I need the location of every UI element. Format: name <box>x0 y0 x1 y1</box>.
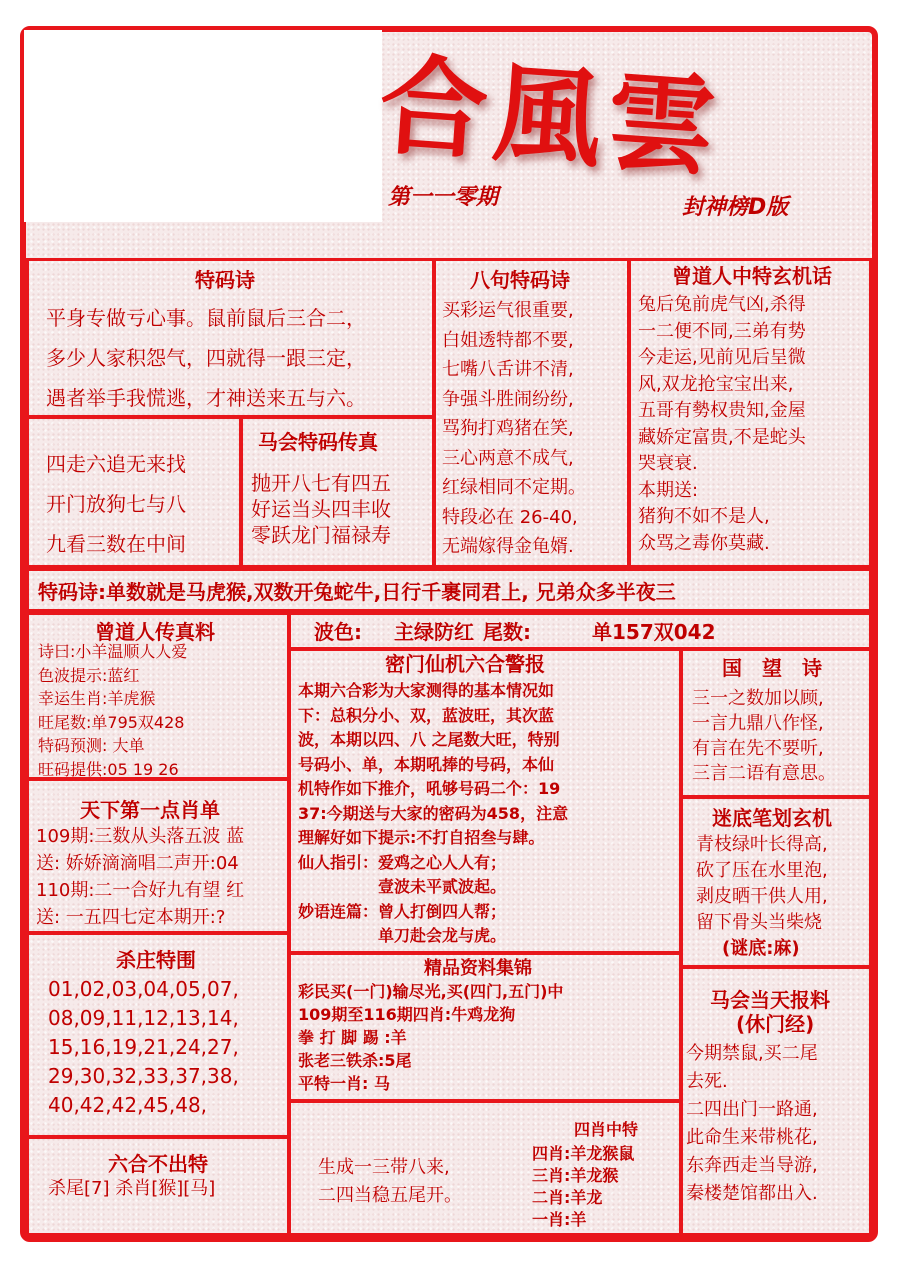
daily-report-line: 此命生来带桃花, <box>686 1127 818 1148</box>
eight-line: 白姐透特都不要, <box>442 329 574 351</box>
left-mid-line: 四走六追无来找 <box>46 452 186 476</box>
eight-line: 七嘴八舌讲不清, <box>442 359 574 380</box>
riddle-line: 青枝绿叶长得高, <box>696 834 828 855</box>
daily-report-line: 二四出门一路通, <box>686 1099 818 1120</box>
zeng-mystic-line: 猪狗不如不是人, <box>638 506 770 527</box>
bottom-mid-text <box>318 1154 462 1210</box>
daily-report-title: 马会当天报料 <box>710 988 830 1012</box>
no-special-title: 六合不出特 <box>108 1152 208 1176</box>
zeng-mystic-line: 哭衰衰. <box>638 453 698 474</box>
secret-line: 理解好如下提示:不打自招叁与肆。 <box>298 828 545 847</box>
zeng-mystic-line: 众骂之毒你莫藏. <box>638 532 770 554</box>
nation-poem-line: 有言在先不要听, <box>692 738 824 759</box>
kill-banker-line: 15,16,19,21,24,27, <box>48 1035 239 1059</box>
mahui-fax-lines <box>251 470 391 548</box>
riddle-text <box>696 832 828 936</box>
secret-line: 仙人指引：爱鸡之心人人有； <box>298 852 507 872</box>
riddle-answer: (谜底:麻) <box>722 938 800 959</box>
masthead-title: 合風雲 <box>375 42 726 192</box>
zeng-mystic-line: 五哥有勢权贵知,金屋 <box>638 400 806 421</box>
four-zodiac-line: 四肖:羊龙猴鼠 <box>532 1144 635 1163</box>
four-zodiac-title: 四肖中特 <box>574 1120 639 1139</box>
nation-poem-text <box>692 686 836 786</box>
zeng-mystic-line: 藏娇定富贵,不是蛇头 <box>638 426 806 448</box>
zeng-fax-line: 色波提示:蓝红 <box>38 665 140 685</box>
tail-label: 尾数: <box>483 620 531 644</box>
daily-report-subtitle: (休门经) <box>736 1012 815 1036</box>
poem-title: 特码诗 <box>195 268 255 292</box>
four-zodiac-line: 一肖:羊 <box>532 1210 587 1229</box>
zodiac-single-title: 天下第一点肖单 <box>80 798 220 822</box>
zeng-fax-line: 特码预测: 大单 <box>38 736 145 755</box>
four-zodiac-text <box>532 1143 634 1231</box>
collection-line: 109期至116期四肖:牛鸡龙狗 <box>298 1005 516 1024</box>
zodiac-single-line: 送: 一五四七定本期开:? <box>36 907 226 928</box>
banner-text: 特码诗:单数就是马虎猴,双数开兔蛇牛,日行千裹同君上, 兄弟众多半夜三 <box>38 580 676 604</box>
kill-banker-line: 08,09,11,12,13,14, <box>48 1006 239 1030</box>
wave-bar-box <box>288 612 872 650</box>
kill-banker-line: 40,42,42,45,48, <box>48 1093 208 1117</box>
eight-line: 红绿相同不定期。 <box>442 477 586 498</box>
kill-banker-text <box>48 975 239 1120</box>
kill-banker-line: 01,02,03,04,05,07, <box>48 977 239 1001</box>
bottom-mid-line: 二四当稳五尾开。 <box>318 1185 462 1206</box>
zeng-mystic-text <box>638 292 806 557</box>
secret-alert-text <box>298 679 568 949</box>
zeng-mystic-line: 兔后兔前虎气凶,杀得 <box>638 294 806 315</box>
collection-line: 平特一肖: 马 <box>298 1074 390 1093</box>
issue-number: 第一一零期 <box>388 185 499 210</box>
collection-title: 精品资料集锦 <box>424 958 532 979</box>
blank-area <box>24 30 382 222</box>
zodiac-single-line: 110期:二一合好九有望 红 <box>36 880 245 901</box>
secret-line: 号码小、单，本期吼捧的号码，本仙 <box>298 754 555 774</box>
daily-report-line: 秦楼楚馆都出入. <box>686 1183 818 1204</box>
left-mid-lines <box>46 444 186 564</box>
eight-lines-title: 八句特码诗 <box>470 268 570 292</box>
zeng-fax-text <box>38 640 187 781</box>
four-zodiac-line: 三肖:羊龙猴 <box>532 1166 619 1185</box>
collection-text <box>298 980 563 1095</box>
mahui-fax-title: 马会特码传真 <box>258 430 378 454</box>
daily-report-line: 去死. <box>686 1071 728 1092</box>
nation-poem-line: 三言二语有意思。 <box>692 763 836 784</box>
poem-line: 平身专做亏心事。鼠前鼠后三合二， <box>46 306 366 330</box>
collection-line: 拳 打 脚 踢 :羊 <box>298 1028 407 1047</box>
edition-label: 封神榜D版 <box>682 195 789 220</box>
zeng-mystic-line: 一二便不同,三弟有势 <box>638 320 806 342</box>
mahui-fax-line: 抛开八七有四五 <box>251 471 391 495</box>
secret-line: 妙语连篇：曾人打倒四人帮； <box>298 901 507 921</box>
zeng-fax-line: 诗曰:小羊温顺人人爱 <box>38 642 188 661</box>
mahui-fax-line: 零跃龙门福禄寿 <box>251 523 391 547</box>
zeng-fax-line: 幸运生肖:羊虎猴 <box>38 689 156 708</box>
poem-line: 遇者举手我慌逃，才神送来五与六。 <box>46 386 366 410</box>
zeng-fax-title: 曾道人传真料 <box>95 620 215 644</box>
wave-label: 波色: <box>314 620 362 644</box>
secret-line: 波，本期以四、八 之尾数大旺，特别 <box>298 730 560 749</box>
nation-poem-line: 一言九鼎八作怪, <box>692 713 824 734</box>
eight-line: 无端嫁得金龟婿. <box>442 536 574 557</box>
daily-report-line: 东奔西走当导游, <box>686 1155 818 1176</box>
collection-line: 张老三铁杀:5尾 <box>298 1051 412 1070</box>
eight-line: 特段必在 26-40, <box>442 506 578 528</box>
zeng-mystic-line: 本期送: <box>638 479 699 501</box>
tail-value: 单157双042 <box>592 620 716 644</box>
zodiac-single-text <box>36 823 244 931</box>
zeng-mystic-title: 曾道人中特玄机话 <box>672 264 832 288</box>
zodiac-single-line: 送: 娇娇滴滴唱二声开:04 <box>36 853 239 874</box>
wave-value: 主绿防红 <box>394 620 474 644</box>
eight-line: 买彩运气很重要, <box>442 300 574 321</box>
eight-line: 争强斗胜闹纷纷, <box>442 388 574 410</box>
left-mid-line: 开门放狗七与八 <box>46 492 186 516</box>
riddle-line: 剥皮晒干供人用, <box>696 886 828 907</box>
secret-line: 机特作如下推介，吼够号码二个：19 <box>298 779 561 798</box>
secret-alert-title: 密门仙机六合警报 <box>385 652 545 676</box>
daily-report-line: 今期禁鼠,买二尾 <box>686 1043 818 1064</box>
kill-banker-title: 杀庄特围 <box>116 948 196 972</box>
secret-line: 下：总积分小、双，蓝波旺，其次蓝 <box>298 705 555 725</box>
no-special-line: 杀尾[7] 杀肖[猴][马] <box>48 1178 216 1199</box>
riddle-line: 留下骨头当柴烧 <box>696 912 822 933</box>
daily-report-text <box>686 1040 818 1208</box>
left-mid-line: 九看三数在中间 <box>46 532 186 556</box>
eight-lines-text <box>442 296 586 562</box>
zodiac-single-line: 109期:三数从头落五波 蓝 <box>36 826 245 847</box>
zeng-fax-line: 旺尾数:单795双428 <box>38 712 185 732</box>
mahui-fax-line: 好运当头四丰收 <box>251 497 391 521</box>
nation-poem-title: 国 望 诗 <box>722 656 822 680</box>
nation-poem-line: 三一之数加以顾, <box>692 688 824 709</box>
poem-line: 多少人家积怨气，四就得一跟三定， <box>46 346 366 370</box>
riddle-line: 砍了压在水里泡, <box>696 860 828 881</box>
bottom-mid-line: 生成一三带八来, <box>318 1157 450 1178</box>
secret-line: 37:今期送与大家的密码为458，注意 <box>298 803 569 823</box>
secret-line: 壹波未平贰波起。 <box>298 877 507 896</box>
secret-line: 本期六合彩为大家测得的基本情况如 <box>298 681 555 700</box>
eight-line: 三心两意不成气, <box>442 447 574 469</box>
zeng-mystic-line: 风,双龙抢宝宝出来, <box>638 373 794 395</box>
zeng-fax-line: 旺码提供:05 19 26 <box>38 759 179 779</box>
collection-line: 彩民买(一门)输尽光,买(四门,五门)中 <box>298 982 564 1001</box>
zeng-mystic-line: 今走运,见前见后呈微 <box>638 347 806 368</box>
eight-line: 骂狗打鸡猪在笑, <box>442 418 574 439</box>
kill-banker-line: 29,30,32,33,37,38, <box>48 1064 239 1088</box>
secret-line: 单刀赴会龙与虎。 <box>298 926 507 945</box>
poem-lines <box>46 298 366 418</box>
four-zodiac-line: 二肖:羊龙 <box>532 1188 603 1207</box>
riddle-title: 迷底笔划玄机 <box>712 806 832 830</box>
